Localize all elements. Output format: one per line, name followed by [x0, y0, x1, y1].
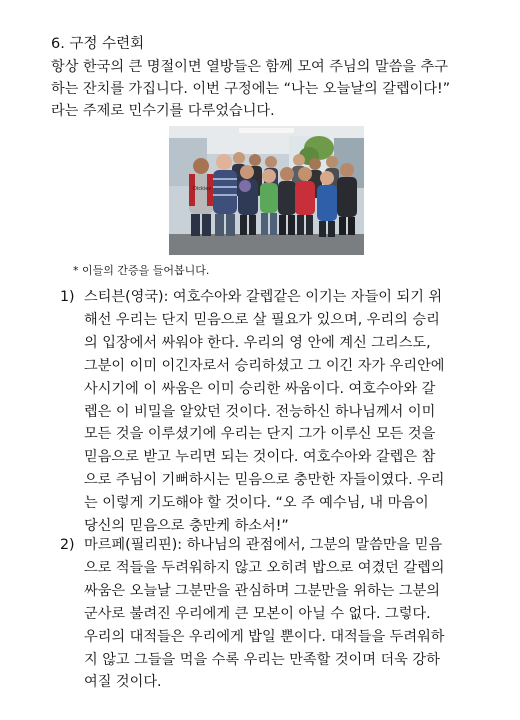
testimony-line: 사시기에 이 싸움은 이미 승리한 싸움이다. 여호수아와 갈: [84, 380, 436, 397]
testimony-text: [84, 534, 480, 694]
testimony-line: 의 입장에서 싸워야 한다. 우리의 영 안에 계신 그리스도,: [84, 334, 431, 351]
testimony-line: 지 않고 그들을 먹을 수록 우리는 만족할 것이며 더욱 강하: [84, 651, 440, 668]
testimony-text: [84, 286, 480, 538]
testimony-line: 는 이렇게 기도해야 할 것이다. “오 주 예수님, 내 마음이: [84, 495, 429, 512]
testimony-line: 으로 주님이 기뻐하시는 믿음으로 충만한 자들이였다. 우리: [84, 472, 445, 489]
testimony-number: 1): [60, 289, 75, 305]
photo-caption: * 이들의 간증을 들어봅니다.: [73, 264, 210, 277]
testimony-line: 으로 적들을 두려워하지 않고 오히려 밥으로 여겼던 갈렙의: [84, 559, 445, 576]
intro-line: 항상 한국의 큰 명절이면 열방들은 함께 모여 주님의 말씀을 추구: [51, 59, 448, 75]
testimony-line: 싸움은 오늘날 그분만을 관심하며 그분만을 위하는 그분의: [84, 582, 440, 599]
intro-line: 하는 잔치를 가집니다. 이번 구정에는 “나는 오늘날의 갈렙이다!”: [51, 81, 451, 97]
testimony-line: 모든 것을 이루셨기에 우리는 단지 그가 이루신 모든 것을: [84, 426, 436, 443]
testimony-line: 스티븐(영국): 여호수아와 갈렙같은 이기는 자들이 되기 위: [84, 289, 443, 305]
testimony-line: 여질 것이다.: [84, 674, 162, 691]
testimony-item: [60, 534, 480, 694]
group-photo: [169, 126, 364, 255]
testimony-line: 그분이 이미 이긴자로서 승리하셨고 그 이긴 자가 우리안에: [84, 357, 445, 374]
section-heading: 6. 구정 수련회: [51, 36, 145, 52]
intro-line: 라는 주제로 민수기를 다루었습니다.: [51, 103, 275, 119]
shirt-text: Dickies: [193, 186, 211, 192]
testimony-number: 2): [60, 537, 75, 553]
testimony-line: 렙은 이 비밀을 알았던 것이다. 전능하신 하나님께서 이미: [84, 403, 436, 420]
testimony-line: 믿음으로 받고 누리면 되는 것이다. 여호수아와 갈렙은 참: [84, 449, 436, 466]
testimony-line: 우리의 대적들은 우리에게 밥일 뿐이다. 대적들을 두려워하: [84, 628, 445, 645]
intro-paragraph: [51, 56, 481, 122]
testimony-line: 해선 우리는 단지 믿음으로 살 필요가 있으며, 우리의 승리: [84, 311, 440, 328]
testimony-line: 군사로 불려진 우리에게 큰 모본이 아닐 수 없다. 그렇다.: [84, 605, 431, 622]
testimony-line: 당신의 믿음으로 충만케 하소서!”: [84, 518, 289, 535]
testimony-line: 마르페(필리핀): 하나님의 관점에서, 그분의 말씀만을 믿음: [84, 537, 443, 553]
testimony-item: [60, 286, 480, 538]
